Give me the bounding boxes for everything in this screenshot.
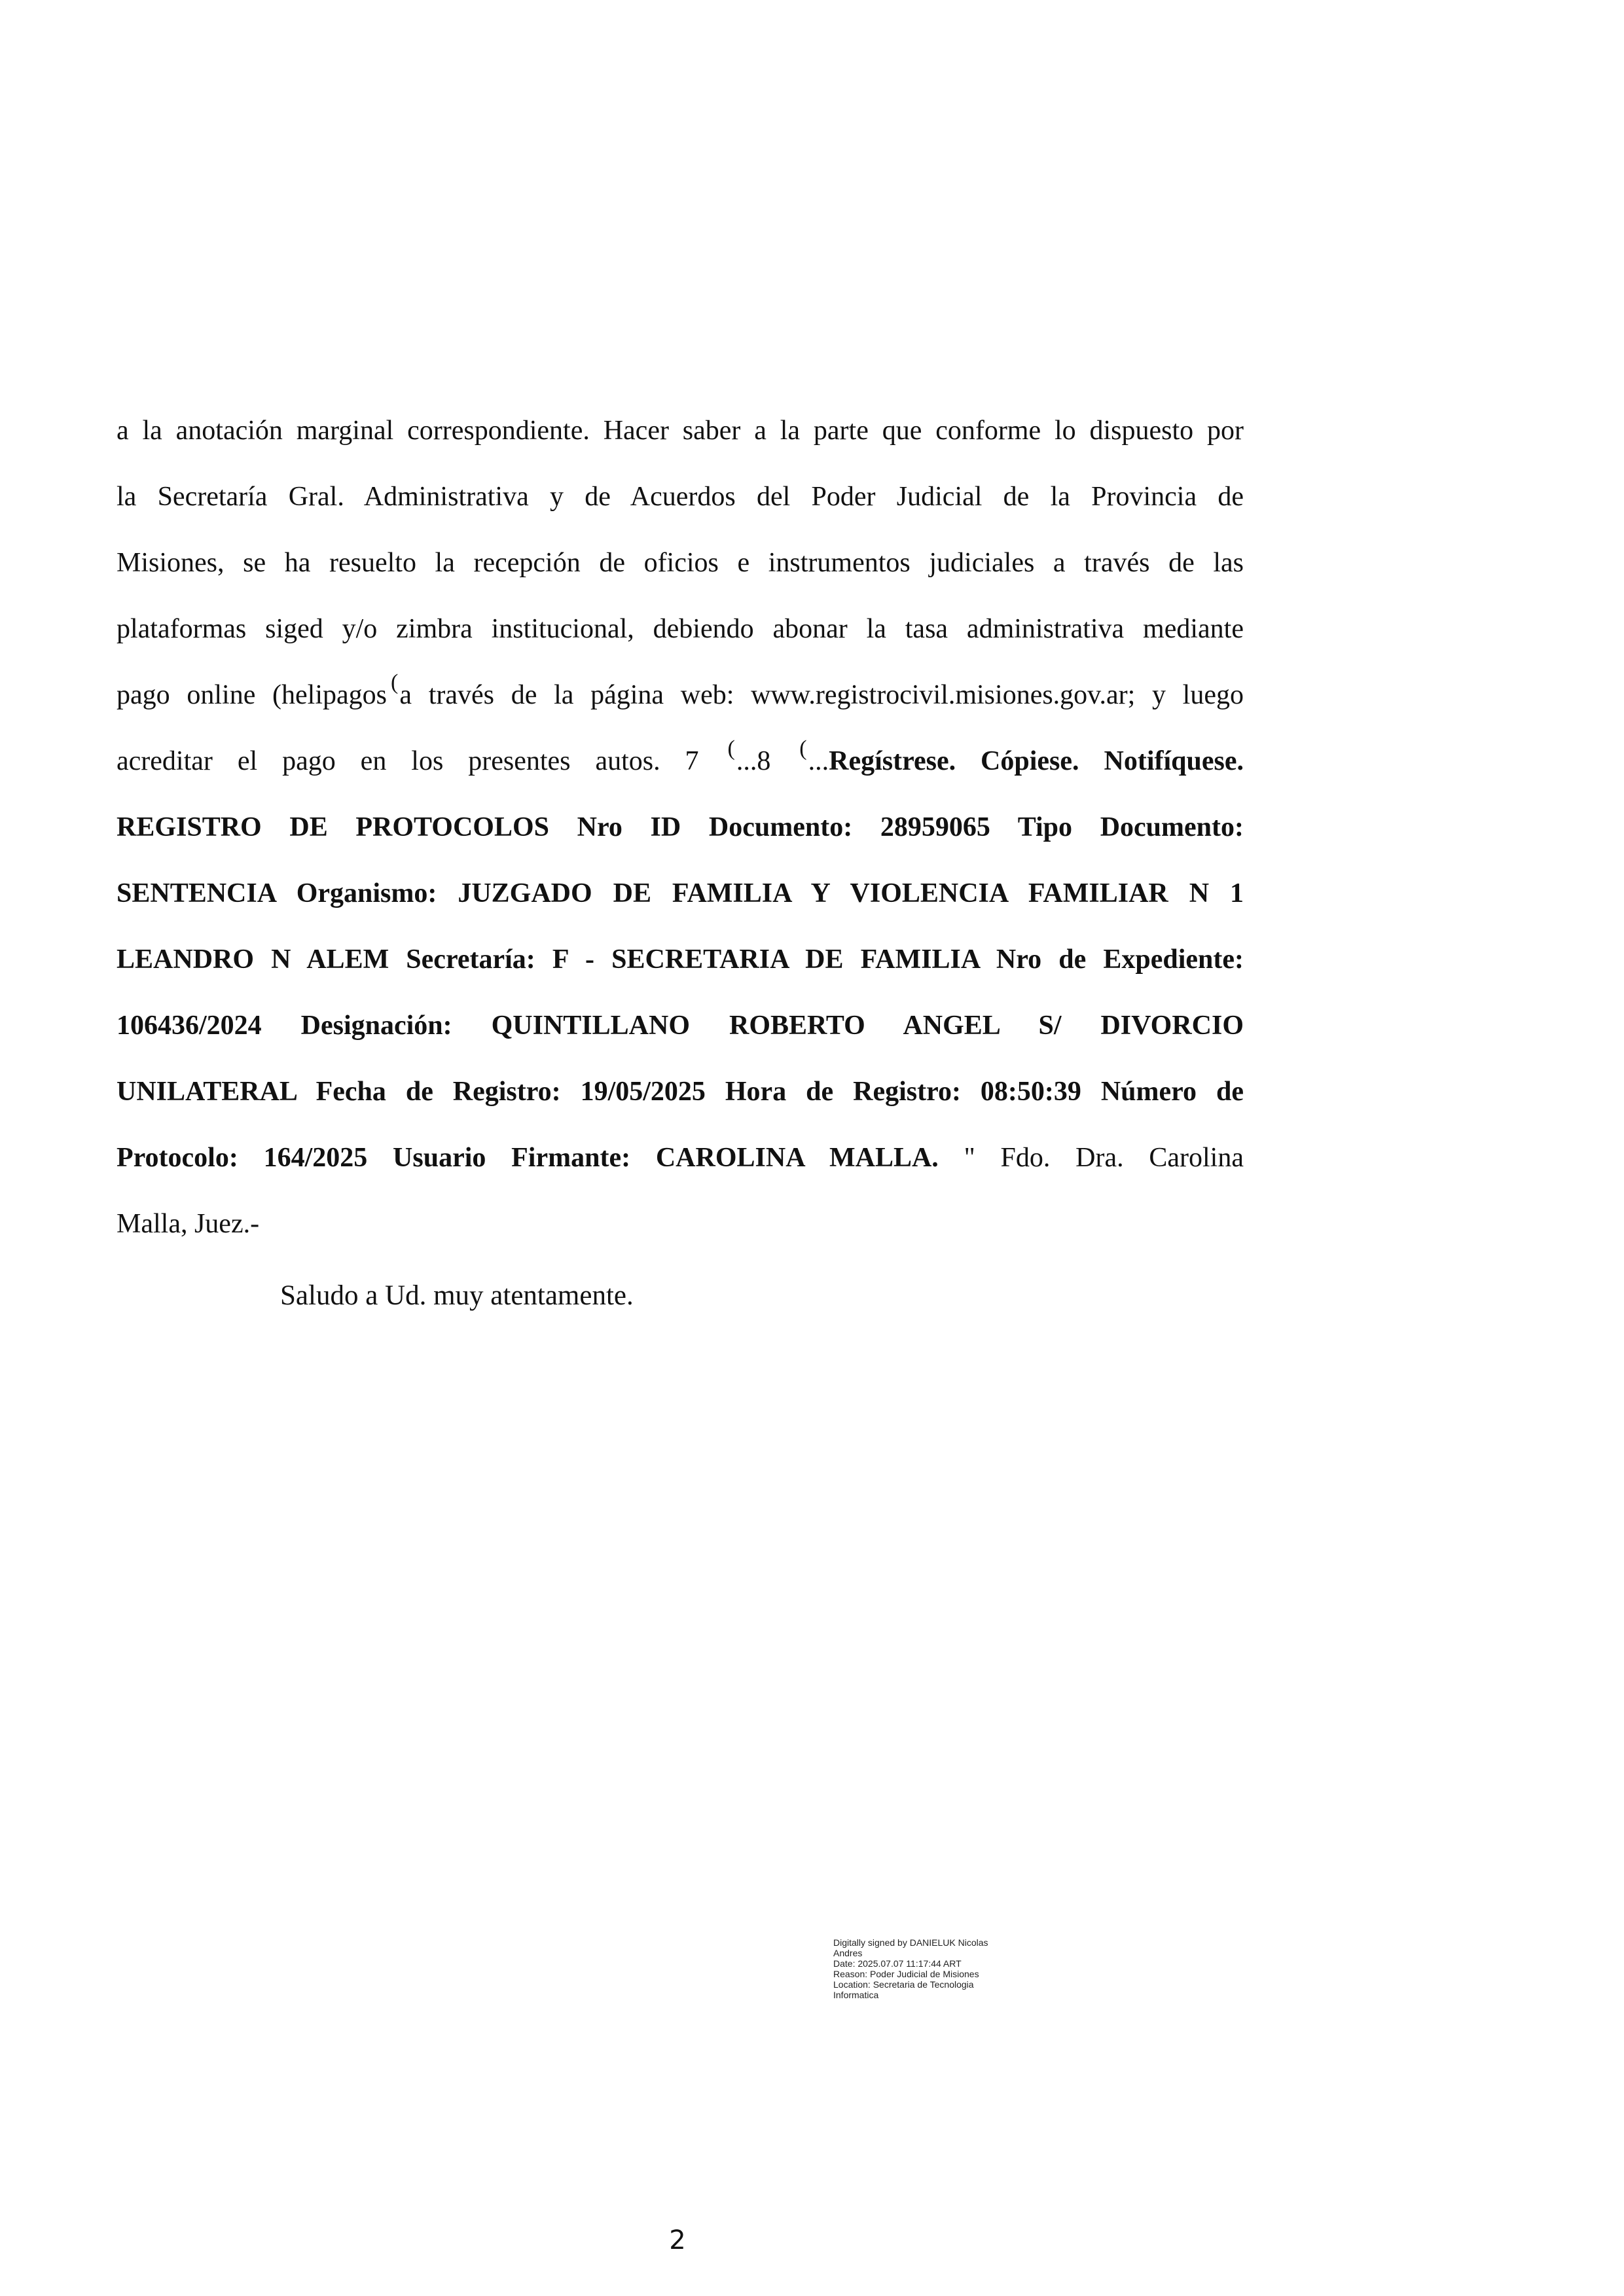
protocol-line: REGISTRO DE PROTOCOLOS Nro ID Documento: 28959065 Tipo Documento: [117,812,1244,842]
body-line: plataformas siged y/o zimbra institucional, debiendo abonar la tasa administrativa mediante [117,614,1244,644]
page-number: 2 [669,2225,686,2255]
body-line: a la anotación marginal correspondiente. Hacer saber a la parte que conforme lo dispuesto por [117,416,1244,446]
superscript-mark: ( [391,670,399,694]
body-line [117,728,1244,795]
protocol-line: LEANDRO N ALEM Secretaría: F - SECRETARIA DE FAMILIA Nro de Expediente: [117,944,1244,975]
body-line: Misiones, se ha resuelto la recepción de oficios e instrumentos judiciales a través de las [117,548,1244,578]
protocol-line: SENTENCIA Organismo: JUZGADO DE FAMILIA Y VIOLENCIA FAMILIAR N 1 [117,878,1244,908]
signature-line: Location: Secretaria de Tecnologia [833,1979,974,1990]
body-line: la Secretaría Gral. Administrativa y de Acuerdos del Poder Judicial de la Provincia de [117,482,1244,512]
signer-line: Malla, Juez.- [117,1209,260,1239]
bold-text: Regístrese. Cópiese. Notifíquese. [829,746,1244,776]
bold-text: Protocolo: 164/2025 Usuario Firmante: CAROLINA MALLA. [117,1143,939,1173]
protocol-line: 106436/2024 Designación: QUINTILLANO ROBERTO ANGEL S/ DIVORCIO [117,1011,1244,1041]
body-line [117,1125,1244,1191]
superscript-mark: ( [727,736,735,761]
line-text: ... [808,746,829,776]
line-text: ...8 [736,746,771,776]
body-line [117,662,1244,728]
digital-signature [833,1937,1056,2000]
line-text: acreditar el pago en los presentes autos. 7 [117,746,699,776]
line-text: a través de la página web: www.registrocivil.misiones.gov.ar; y luego [399,680,1244,710]
line-text: " Fdo. Dra. Carolina [938,1143,1244,1173]
line-text: pago online (helipagos [117,680,388,710]
closing-salutation: Saludo a Ud. muy atentamente. [280,1280,634,1311]
signature-line: Date: 2025.07.07 11:17:44 ART [833,1958,962,1969]
signature-line: Digitally signed by DANIELUK Nicolas [833,1937,988,1948]
document-body [117,398,1244,1257]
signature-line: Informatica [833,1990,879,2000]
superscript-mark: ( [799,736,807,761]
signature-line: Andres [833,1948,863,1958]
protocol-line: UNILATERAL Fecha de Registro: 19/05/2025 Hora de Registro: 08:50:39 Número de [117,1077,1244,1107]
signature-line: Reason: Poder Judicial de Misiones [833,1969,979,1979]
